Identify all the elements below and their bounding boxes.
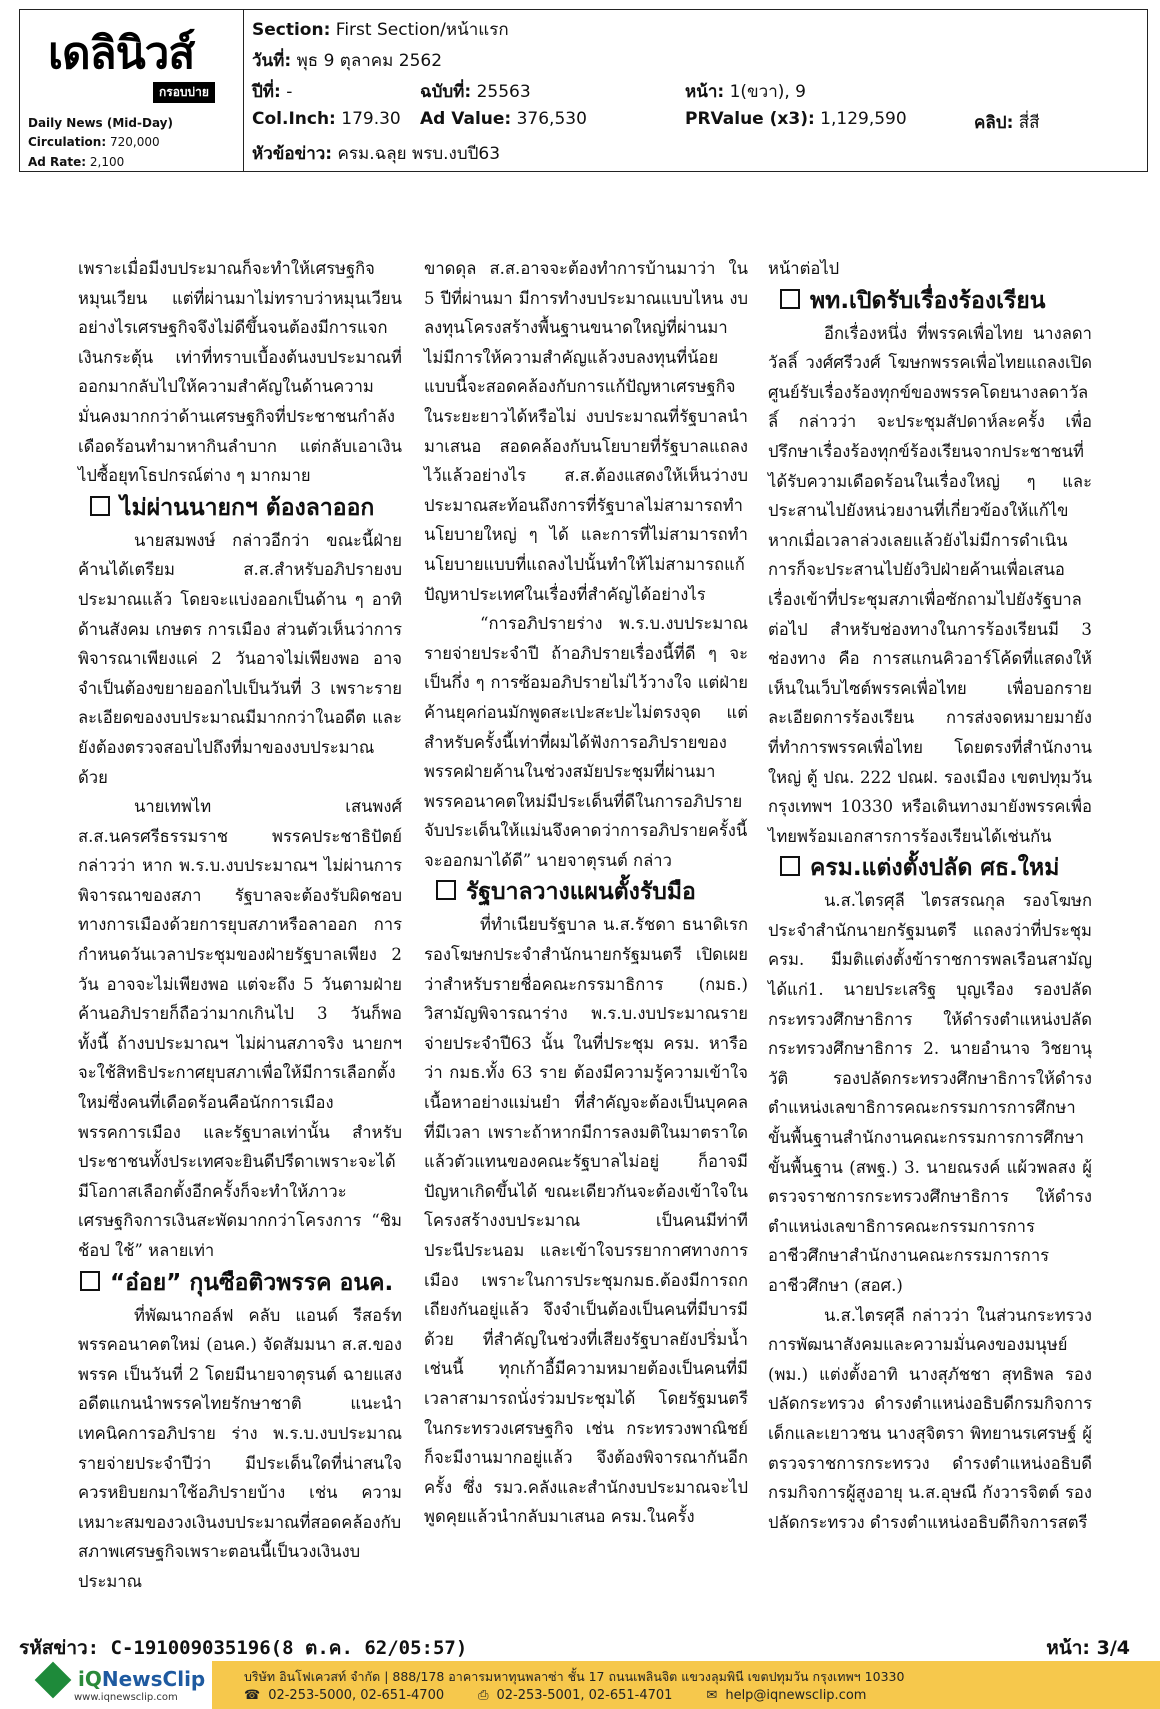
subheading-text: พท.เปิดรับเรื่องร้องเรียน: [810, 287, 1046, 314]
checkbox-bullet-icon: [90, 496, 110, 516]
advalue-value: 376,530: [516, 109, 587, 129]
clip-header: [19, 9, 1148, 172]
circulation-value: 720,000: [109, 135, 160, 149]
prvalue-label: PRValue (x3):: [685, 109, 815, 129]
year-value: -: [286, 82, 293, 102]
advalue-label: Ad Value:: [420, 109, 512, 129]
checkbox-bullet-icon: [780, 289, 800, 309]
issue-cell: [420, 78, 531, 105]
footer-bar: [0, 1661, 1160, 1709]
iqnewsclip-logo: [0, 1661, 212, 1709]
advalue-cell: [420, 109, 587, 129]
page-label: หน้า:: [685, 82, 725, 102]
publication-panel: [20, 10, 244, 171]
subheading: [768, 284, 1092, 319]
year-cell: [252, 78, 292, 105]
checkbox-bullet-icon: [80, 1271, 100, 1291]
headline-label: หัวข้อข่าว:: [252, 144, 333, 164]
fax-icon: ⎙: [478, 1688, 489, 1703]
headline-value: ครม.ฉลุย พรบ.งบปี63: [337, 144, 501, 164]
subheading: [78, 491, 402, 526]
email-contact[interactable]: [706, 1688, 866, 1703]
brand-suffix: NewsClip: [101, 1667, 206, 1691]
subheading: [424, 875, 748, 910]
dailynews-logo: เดลินิวส์: [48, 28, 195, 79]
section-value: First Section/หน้าแรก: [335, 20, 509, 40]
iqnewsclip-mark-icon: [35, 1662, 72, 1699]
paragraph: น.ส.ไตรศุลี กล่าวว่า ในส่วนกระทรวงการพัฒนาสังคมและความมั่นคงของมนุษย์ (พม.) แต่งตั้งอาทิ นางสุภัชชา สุทธิพล รองปลัดกระทรวง ดำรงตำแหน่งอธิบดีกรมกิจการเด็กและเยาวชน นางสุจิตรา พิทยานรเศรษฐ์ ผู้ตรวจราชการกระทรวง ดำรงตำแหน่งอธิบดีกรมกิจการผู้สูงอายุ น.ส.อุษณี กังวารจิตต์ รองปลัดกระทรวง ดำรงตำแหน่งอธิบดีกิจการสตรี: [768, 1305, 1092, 1532]
subheading: [768, 851, 1092, 886]
paragraph: หน้าต่อไป: [768, 259, 840, 278]
source-name: Daily News (Mid-Day): [28, 116, 173, 130]
clip-label: คลิป:: [974, 113, 1014, 133]
fax-text: 02-253-5001, 02-651-4701: [496, 1688, 673, 1703]
circulation-label: Circulation:: [28, 135, 107, 149]
article-column-1: [78, 254, 402, 1597]
colinch-cell: [252, 109, 401, 129]
paragraph: นายสมพงษ์ กล่าวอีกว่า ขณะนี้ฝ่ายค้านได้เตรียม ส.ส.สำหรับอภิปรายงบประมาณแล้ว โดยจะแบ่งออกเป็นด้าน ๆ อาทิ ด้านสังคม เกษตร การเมือง ส่วนตัวเห็นว่าการพิจารณาเพียงแค่ 2 วันอาจไม่เพียงพอ อาจจำเป็นต้องขยายออกไปเป็นวันที่ 3 เพราะรายละเอียดของงบประมาณมีมากกว่าในอดีต และยังต้องตรวจสอบไปถึงที่มาของงบประมาณด้วย: [78, 530, 402, 787]
paragraph: นายเทพไท เสนพงศ์ ส.ส.นครศรีธรรมราช พรรคประชาธิปัตย์ กล่าวว่า หาก พ.ร.บ.งบประมาณฯ ไม่ผ่านการพิจารณาของสภา รัฐบาลจะต้องรับผิดชอบทางการเมืองด้วยการยุบสภาหรือลาออก การกำหนดวันเวลาประชุมของฝ่ายรัฐบาลเพียง 2 วัน อาจจะไม่เพียงพอ แต่จะถึง 5 วันตามฝ่ายค้านอภิปรายก็ถือว่ามากเกินไป 3 วันก็พอ ทั้งนี้ ถ้างบประมาณฯ ไม่ผ่านสภาจริง นายกฯ จะใช้สิทธิประกาศยุบสภาเพื่อให้มีการเลือกตั้งใหม่ซึ่งคนที่เดือดร้อนคือนักการเมือง พรรคการเมือง และรัฐบาลเท่านั้น สำหรับประชาชนทั้งประเทศจะยินดีปรีดาเพราะจะได้มีโอกาสเลือกตั้งอีกครั้งก็จะทำให้ภาวะเศรษฐกิจการเงินสะพัดมากกว่าโครงการ “ชิม ช้อป ใช้” หลายเท่า: [78, 797, 402, 1260]
subheading-text: “อ๋อย” กุนซือติวพรรค อนค.: [110, 1269, 394, 1296]
checkbox-bullet-icon: [780, 856, 800, 876]
phone-icon: ☎: [244, 1688, 261, 1703]
colinch-value: 179.30: [341, 109, 401, 129]
ad-rate-label: Ad Rate:: [28, 155, 87, 169]
section-line: [252, 16, 509, 43]
fax-contact: [478, 1688, 672, 1703]
circulation: [28, 135, 160, 149]
subheading-text: ครม.แต่งตั้งปลัด ศธ.ใหม่: [810, 855, 1060, 882]
page-value: 1(ขวา), 9: [729, 82, 806, 102]
issue-value: 25563: [476, 82, 531, 102]
brand-prefix: iQ: [78, 1667, 102, 1691]
date-label: วันที่:: [252, 51, 292, 71]
date-value: พุธ 9 ตุลาคม 2562: [296, 51, 443, 71]
ad-rate: [28, 155, 124, 169]
subheading-text: รัฐบาลวางแผนตั้งรับมือ: [466, 879, 696, 906]
ad-rate-value: 2,100: [89, 155, 125, 169]
paragraph: น.ส.ไตรศุลี ไตรสรณกุล รองโฆษกประจำสำนักนายกรัฐมนตรี แถลงว่าที่ประชุม ครม. มีมติแต่งตั้งข้าราชการพลเรือนสามัญ ได้แก่1. นายประเสริฐ บุญเรือง รองปลัดกระทรวงศึกษาธิการ ให้ดำรงตำแหน่งปลัดกระทรวงศึกษาธิการ 2. นายอำนาจ วิชยานุวัติ รองปลัดกระทรวงศึกษาธิการให้ดำรงตำแหน่งเลขาธิการคณะกรรมการการศึกษาขั้นพื้นฐานสำนักงานคณะกรรมการการศึกษาขั้นพื้นฐาน (สพฐ.) 3. นายณรงค์ แผ้วพลสง ผู้ตรวจราชการกระทรวงศึกษาธิการ ให้ดำรงตำแหน่งเลขาธิการคณะกรรมการการอาชีวศึกษาสำนักงานคณะกรรมการการอาชีวศึกษา (สอศ.): [768, 891, 1092, 1295]
year-label: ปีที่:: [252, 82, 281, 102]
email-icon: ✉: [706, 1688, 718, 1703]
section-label: Section:: [252, 20, 331, 40]
headline-line: [252, 140, 500, 167]
contact-row: [244, 1688, 866, 1703]
brand-url[interactable]: www.iqnewsclip.com: [74, 1692, 178, 1703]
article-column-3: [768, 254, 1092, 1537]
paragraph: ที่พัฒนากอล์ฟ คลับ แอนด์ รีสอร์ท พรรคอนาคตใหม่ (อนค.) จัดสัมมนา ส.ส.ของพรรค เป็นวันที่ 2 โดยมีนายจาตุรนต์ ฉายแสง อดีตแกนนำพรรคไทยรักษาชาติ แนะนำเทคนิคการอภิปราย ร่าง พ.ร.บ.งบประมาณรายจ่ายประจำปีว่า มีประเด็นใดที่น่าสนใจควรหยิบยกมาใช้อภิปรายบ้าง เช่น ความเหมาะสมของวงเงินงบประมาณที่สอดคล้องกับสภาพเศรษฐกิจเพราะตอนนี้เป็นวงเงินงบประมาณ: [78, 1305, 402, 1591]
phone-text: 02-253-5000, 02-651-4700: [268, 1688, 445, 1703]
page-cell: [685, 78, 806, 105]
paragraph: ที่ทำเนียบรัฐบาล น.ส.รัชดา ธนาดิเรก รองโฆษกประจำสำนักนายกรัฐมนตรี เปิดเผยว่าสำหรับรายชื่อคณะกรรมาธิการ (กมธ.) วิสามัญพิจารณาร่าง พ.ร.บ.งบประมาณรายจ่ายประจำปี63 นั้น ในที่ประชุม ครม. หารือว่า กมธ.ทั้ง 63 ราย ต้องมีความรู้ความเข้าใจเนื้อหาอย่างแม่นยำ ที่สำคัญจะต้องเป็นบุคคลที่มีเวลา เพราะถ้าหากมีการลงมติในมาตราใด แล้วตัวแทนของคณะรัฐบาลไม่อยู่ ก็อาจมีปัญหาเกิดขึ้นได้ ขณะเดียวกันจะต้องเข้าใจในโครงสร้างงบประมาณ เป็นคนมีท่าทีประนีประนอม และเข้าใจบรรยากาศทางการเมือง เพราะในการประชุมกมธ.ต้องมีการถกเถียงกันอยู่แล้ว จึงจำเป็นต้องเป็นคนที่มีบารมีด้วย ที่สำคัญในช่วงที่เสียงรัฐบาลยังปริ่มน้ำเช่นนี้ ทุกเก้าอี้มีความหมายต้องเป็นคนที่มีเวลาสามารถนั่งร่วมประชุมได้ โดยรัฐมนตรีในกระทรวงเศรษฐกิจ เช่น กระทรวงพาณิชย์ ก็จะมีงานมากอยู่แล้ว จึงต้องพิจารณากันอีกครั้ง ซึ่ง รมว.คลังและสำนักงบประมาณจะไปพูดคุยแล้วนำกลับมาเสนอ ครม.ในครั้ง: [424, 915, 748, 1527]
issue-label: ฉบับที่:: [420, 82, 472, 102]
phone-contact: [244, 1688, 444, 1703]
clip-value: สี่สี: [1018, 113, 1040, 133]
paragraph: ขาดดุล ส.ส.อาจจะต้องทำการบ้านมาว่า ใน 5 ปีที่ผ่านมา มีการทำงบประมาณแบบไหน งบลงทุนโครงสร้างพื้นฐานขนาดใหญ่ที่ผ่านมาไม่มีการให้ความสำคัญแล้วงบลงทุนที่น้อยแบบนี้จะสอดคล้องกับการแก้ปัญหาเศรษฐกิจในระยะยาวได้หรือไม่ งบประมาณที่รัฐบาลนำมาเสนอ สอดคล้องกับนโยบายที่รัฐบาลแถลงไว้แล้วอย่างไร ส.ส.ต้องแสดงให้เห็นว่างบประมาณสะท้อนถึงการที่รัฐบาลไม่สามารถทำนโยบายใหญ่ ๆ ได้ และการที่ไม่สามารถทำนโยบายแบบที่แถลงไปนั้นทำให้ไม่สามารถแก้ปัญหาประเทศในเรื่องที่สำคัญได้อย่างไร: [424, 259, 748, 604]
subheading: [78, 1266, 402, 1301]
article-column-2: [424, 254, 748, 1532]
brand-name: [78, 1667, 205, 1691]
company-address: บริษัท อินโฟเควสท์ จำกัด | 888/178 อาคารมหาทุนพลาซ่า ชั้น 17 ถนนเพลินจิต แขวงลุมพินี เขตปทุมวัน กรุงเทพฯ 10330: [244, 1669, 905, 1684]
logo-edition: กรอบบ่าย: [153, 82, 215, 103]
checkbox-bullet-icon: [436, 880, 456, 900]
clip-cell: [974, 109, 1040, 136]
paragraph: เพราะเมื่อมีงบประมาณก็จะทำให้เศรษฐกิจหมุนเวียน แต่ที่ผ่านมาไม่ทราบว่าหมุนเวียนอย่างไรเศรษฐกิจจึงไม่ดีขึ้นจนต้องมีการแจกเงินกระตุ้น เท่าที่ทราบเบื้องต้นงบประมาณที่ออกมากลับไปให้ความสำคัญในด้านความมั่นคงมากกว่าด้านเศรษฐกิจที่ประชาชนกำลังเดือดร้อนทำมาหากินลำบาก แต่กลับเอาเงินไปซื้อยุทโธปกรณ์ต่าง ๆ มากมาย: [78, 259, 402, 486]
paragraph: “การอภิปรายร่าง พ.ร.บ.งบประมาณรายจ่ายประจำปี ถ้าอภิปรายเรื่องนี้ที่ดี ๆ จะเป็นกึ่ง ๆ การซ้อมอภิปรายไม่ไว้วางใจ แต่ฝ่ายค้านยุคก่อนมักพูดสะเปะสะปะไม่ตรงจุด แต่สำหรับครั้งนี้เท่าที่ผมได้ฟังการอภิปรายของพรรคฝ่ายค้านในช่วงสมัยประชุมที่ผ่านมา พรรคอนาคตใหม่มีประเด็นที่ดีในการอภิปราย จับประเด็นให้แม่นจึงคาดว่าการอภิปรายครั้งนี้จะออกมาได้ดี” นายจาตุรนต์ กล่าว: [424, 614, 748, 870]
date-line: [252, 47, 442, 74]
clip-info-panel: [244, 10, 1147, 171]
prvalue-cell: [685, 109, 907, 129]
email-text[interactable]: help@iqnewsclip.com: [725, 1688, 867, 1703]
prvalue-value: 1,129,590: [820, 109, 907, 129]
paragraph: อีกเรื่องหนึ่ง ที่พรรคเพื่อไทย นางลดาวัลลิ์ วงศ์ศรีวงศ์ โฆษกพรรคเพื่อไทยแถลงเปิดศูนย์รับเรื่องร้องทุกข์ของพรรคโดยนางลดาวัลลิ์ กล่าวว่า จะประชุมสัปดาห์ละครั้ง เพื่อปรึกษาเรื่องร้องทุกข์ร้องเรียนจากประชาชนที่ได้รับความเดือดร้อนในเรื่องใหญ่ ๆ และประสานไปยังหน่วยงานที่เกี่ยวข้องให้แก้ไข หากเมื่อเวลาล่วงเลยแล้วยังไม่มีการดำเนินการก็จะประสานไปยังวิปฝ่ายค้านเพื่อเสนอเรื่องเข้าที่ประชุมสภาเพื่อซักถามไปยังรัฐบาลต่อไป สำหรับช่องทางในการร้องเรียนมี 3 ช่องทาง คือ การสแกนคิวอาร์โค้ดที่แสดงให้เห็นในเว็บไซต์พรรคเพื่อไทย เพื่อบอกรายละเอียดการร้องเรียน การส่งจดหมายมายังที่ทำการพรรคเพื่อไทย โดยตรงที่สำนักงานใหญ่ ตู้ ปณ. 222 ปณฝ. รองเมือง เขตปทุมวัน กรุงเทพฯ 10330 หรือเดินทางมายังพรรคเพื่อไทยพร้อมเอกสารการร้องเรียนได้เช่นกัน: [768, 323, 1092, 846]
news-code: รหัสข่าว: C-191009035196(8 ต.ค. 62/05:57): [19, 1637, 468, 1659]
colinch-label: Col.Inch:: [252, 109, 336, 129]
page-number: หน้า: 3/4: [1046, 1637, 1130, 1659]
subheading-text: ไม่ผ่านนายกฯ ต้องลาออก: [120, 494, 375, 521]
